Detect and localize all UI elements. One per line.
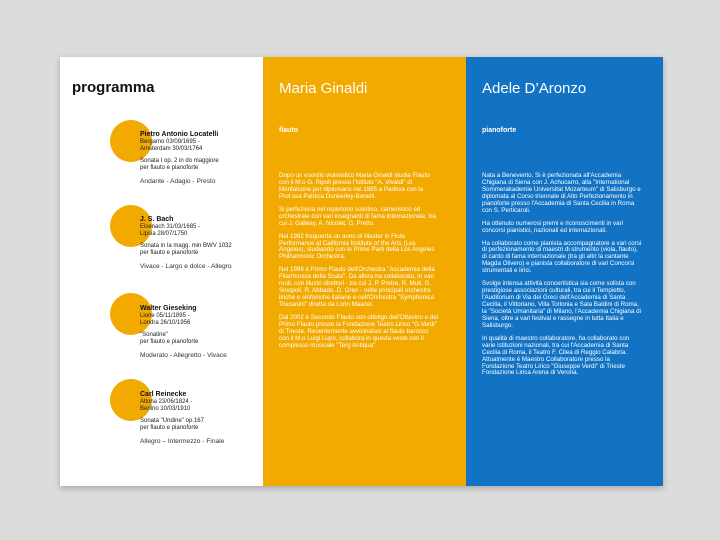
composer-name: J. S. Bach xyxy=(140,216,174,223)
performer-bio xyxy=(482,173,642,383)
composer-died: Berlino 10/03/1910 xyxy=(140,405,191,412)
performer-name: Adele D’Aronzo xyxy=(482,80,587,97)
ginaldi-panel xyxy=(263,57,466,486)
piece-tempo: Moderato - Allegretto - Vivace xyxy=(140,351,227,359)
program-item-bach xyxy=(140,216,260,270)
performer-instrument: flauto xyxy=(279,127,299,134)
composer-born: Lione 05/11/1895 - xyxy=(140,312,190,319)
bio-paragraph: Si perfeziona nel repertorio solistico, cameristico ed orchestrale con vari insegnanti di fama internazionale, tra cui J. Galway, A. Nicolet, G. Pretto. xyxy=(279,205,436,227)
programma-panel xyxy=(60,57,263,486)
piece-instrumentation: per flauto e pianoforte xyxy=(140,164,199,171)
piece-instrumentation: per flauto e pianoforte xyxy=(140,338,199,345)
piece-title: "Sonatine" xyxy=(140,332,168,339)
composer-born: Altona 23/06/1824 - xyxy=(140,398,193,405)
composer-died: Lipsia 28/07/1750 xyxy=(140,230,188,237)
piece-instrumentation: per flauto e pianoforte xyxy=(140,424,199,431)
performer-instrument: pianoforte xyxy=(482,127,517,134)
brochure-sheet xyxy=(60,57,663,486)
program-item-locatelli xyxy=(140,131,260,185)
daronzo-panel xyxy=(466,57,663,486)
composer-name: Pietro Antonio Locatelli xyxy=(140,131,219,138)
bio-paragraph: Dopo un esordio violinistico Maria Ginaldi studia Flauto con il M.o G. Ripoli presso l'Istituto "A. Vivaldi" di Monfalcone per diplomarsi nel 1985 a Padova con la Prof.ssa Patricia Dunkerley-Bonelli. xyxy=(279,172,430,200)
program-item-gieseking xyxy=(140,305,260,359)
piece-tempo: Vivace - Largo e dolce - Allegro xyxy=(140,262,232,270)
bio-paragraph: Nata a Benevento. Si è perfezionata all'Accademia Chigiana di Siena con J. Achucarro, alla "International Sommerakademie Universitat Mozarteum" di Salisburgo e diplomata al Corso triennale di Alto Perfezionamento in pianoforte presso l'Accademia di Santa Cecilia in Roma con S. Perticaroli. xyxy=(482,172,641,214)
programma-title: programma xyxy=(72,79,155,96)
composer-died: Londra 26/10/1956 xyxy=(140,319,191,326)
program-item-reinecke xyxy=(140,391,260,445)
bio-paragraph: In qualità di maestro collaboratore, ha collaborato con varie istituzioni nazionali, tra cui l'Accademia di Santa Cecilia di Roma, il Teatro F. Cilea di Reggio Calabria. Attualmente è Maestro Collaboratore presso la Fondazione Teatro Lirico "Giuseppe Verdi" di Trieste Fondazione Lirica Arena di Verona. xyxy=(482,334,630,377)
piece-instrumentation: per flauto e pianoforte xyxy=(140,249,199,256)
bio-paragraph: Nel 1992 frequenta un anno di Master in Flute Performance al California Institute of the Arts (Los Angeles), studiando con le Prime Parti della Los Angeles Philharmonic Orchestra. xyxy=(279,232,435,261)
composer-name: Walter Gieseking xyxy=(140,305,197,312)
piece-title: Sonata "Undine" op.167 xyxy=(140,418,204,425)
bio-paragraph: Ha collaborato come pianista accompagnatore a vari corsi di perfezionamento di maestri di strumento (viola, flauto), di canto di fama internazionale (tra gli altri la cantante Magda Olivero) e pianista collaboratore di vari Concorsi strumentali e lirici. xyxy=(482,239,642,275)
composer-died: Amsterdam 30/03/1764 xyxy=(140,145,203,152)
bio-paragraph: Svolge intensa attività concertistica sia come solista con prestigiose associazioni culturali, tra cui il Tempietto, l'Auditorium di Via dei Greci dell'Accademia di Santa Cecilia, il Vittoriano, Villa Torlonia e Sala Baldini di Roma, la "Società Umanitaria" di Milano, l'Accademia Chigiana di Siena, oltre a vari festival e rassegne in tutta Italia e Salisburgo. xyxy=(482,280,641,329)
performer-bio xyxy=(279,173,439,356)
composer-name: Carl Reinecke xyxy=(140,391,187,398)
bio-paragraph: Nel 1998 è Primo Flauto dell'Orchestra "Accademia della Filarmonica della Scala". Da allora ha collaborato, in vari ruoli, con illustri direttori - tra cui J. P. Pretre, R. Muti, G. Sinopoli, R. Abbado, D. Oren - nelle principali orchestre liriche e sinfoniche italiane e nell'Orchestra "Symphonica Toscanini" diretta da Lorin Maazel. xyxy=(279,266,435,308)
piece-title: Sonata I op. 2 in do maggiore xyxy=(140,158,219,165)
composer-born: Eisenach 31/03/1685 - xyxy=(140,223,201,230)
bio-paragraph: Dal 2002 è Secondo Flauto con obbligo dell'Ottavino e del Primo Flauto presso la Fondazione Teatro Lirico "G.Verdi" di Trieste. Recentemente avvicinatasi al flauto barocco con il M.o Luigi Lupo, collabora in questa veste con il complesso musicale "Terg Antiqua". xyxy=(279,313,439,349)
piece-tempo: Andante - Adagio - Presto xyxy=(140,177,216,185)
piece-tempo: Allegro – Intermezzo - Finale xyxy=(140,437,225,445)
bio-paragraph: Ha ottenuto numerosi premi e riconoscimenti in vari concorsi pianistici, nazionali ed internazionali. xyxy=(482,219,623,234)
piece-title: Sonata in la magg. min BWV 1032 xyxy=(140,243,232,250)
composer-born: Bergamo 03/09/1695 - xyxy=(140,138,200,145)
performer-name: Maria Ginaldi xyxy=(279,80,368,97)
